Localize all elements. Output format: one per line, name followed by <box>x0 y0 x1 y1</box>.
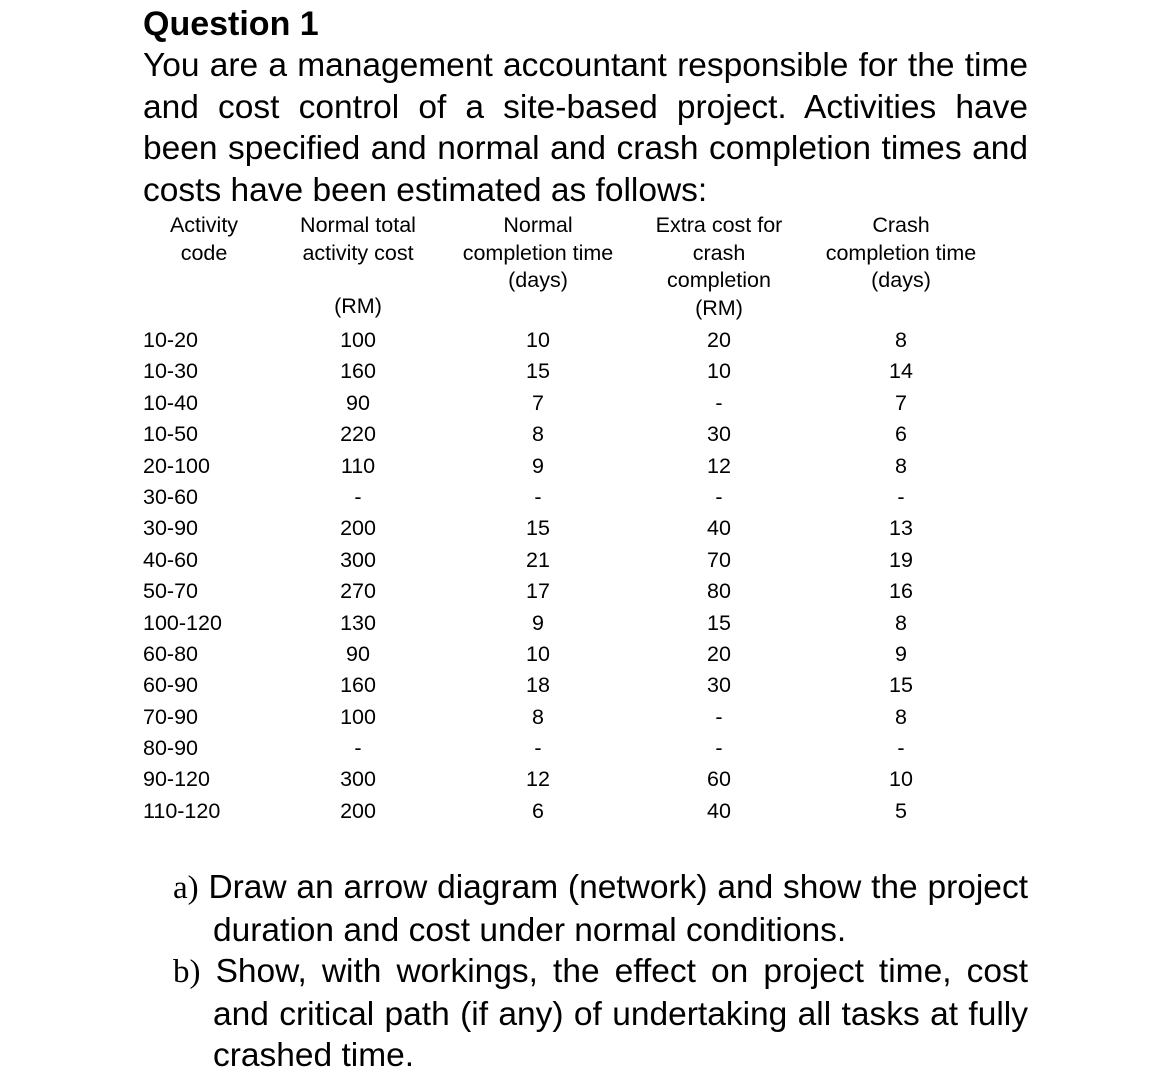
normal-time-cell: 18 <box>526 673 550 698</box>
normal-time-cell: - <box>534 736 542 761</box>
extra-cost-cell: - <box>715 390 723 415</box>
activity-code-cell: 30-90 <box>143 516 198 541</box>
activity-code-cell: 10-50 <box>143 422 198 447</box>
extra-cost-cell: 30 <box>707 673 731 698</box>
extra-cost-cell: 80 <box>707 579 731 604</box>
normal-time-cell: 12 <box>526 767 550 792</box>
activity-code-cell: 30-60 <box>143 484 198 509</box>
normal-time-cell: 8 <box>532 422 544 447</box>
activity-code-cell: 90-120 <box>143 767 210 792</box>
activity-code-cell: 10-20 <box>143 328 198 352</box>
normal-time-cell: 7 <box>532 390 544 415</box>
table-row <box>0 796 1170 827</box>
extra-cost-cell: 70 <box>707 547 731 572</box>
extra-cost-cell: 12 <box>707 453 731 478</box>
normal-cost-cell: 100 <box>340 704 376 729</box>
crash-time-cell: - <box>897 736 905 761</box>
normal-cost-cell: 160 <box>340 359 376 384</box>
table-row <box>0 482 1170 513</box>
extra-cost-cell: 40 <box>707 516 731 541</box>
extra-cost-cell: 20 <box>707 641 731 666</box>
crash-time-cell: 13 <box>889 516 913 541</box>
question-a <box>173 867 1028 951</box>
header-normal-time: Normal completion time (days) <box>462 213 614 292</box>
normal-time-cell: 10 <box>526 328 550 352</box>
activity-code-cell: 110-120 <box>143 798 221 823</box>
normal-cost-cell: 110 <box>340 453 376 478</box>
normal-cost-cell: - <box>354 484 362 509</box>
question-a-text: Draw an arrow diagram (network) and show the project duration and cost under normal conditions. <box>208 869 1028 949</box>
crash-time-cell: 8 <box>895 610 907 635</box>
table-row <box>0 608 1170 639</box>
table-row <box>0 451 1170 482</box>
normal-time-cell: 15 <box>526 359 550 384</box>
extra-cost-cell: - <box>715 736 723 761</box>
activity-code-cell: 20-100 <box>143 453 210 478</box>
activity-code-cell: 70-90 <box>143 704 198 729</box>
normal-cost-cell: 100 <box>340 328 376 352</box>
normal-cost-cell: - <box>354 736 362 761</box>
header-crash-time: Crash completion time (days) <box>825 213 977 292</box>
normal-cost-cell: 90 <box>346 641 370 666</box>
crash-time-cell: 14 <box>889 359 913 384</box>
activity-code-cell: 80-90 <box>143 736 198 761</box>
extra-cost-cell: - <box>715 704 723 729</box>
crash-time-cell: 10 <box>889 767 913 792</box>
table-row <box>0 356 1170 387</box>
table-row <box>0 639 1170 670</box>
activity-code-cell: 40-60 <box>143 547 198 572</box>
activity-code-cell: 10-30 <box>143 359 198 384</box>
extra-cost-cell: 40 <box>707 798 731 823</box>
cost-unit-label: (RM) <box>334 294 382 318</box>
intro-paragraph: You are a management accountant responsible for the time and cost control of a site-based project. Activities have been specified and normal and crash completion times and costs have been estimated as follows: <box>143 47 1028 209</box>
question-b-text: Show, with workings, the effect on project time, cost and critical path (if any) of undertaking all tasks at fully crashed time. <box>213 953 1029 1074</box>
normal-cost-cell: 220 <box>340 422 376 447</box>
question-b <box>173 951 1028 1077</box>
crash-time-cell: 8 <box>895 453 907 478</box>
question-b-mark: b) <box>173 954 201 990</box>
activity-code-cell: 60-80 <box>143 641 198 666</box>
normal-time-cell: 17 <box>526 579 550 604</box>
question-a-mark: a) <box>173 870 199 906</box>
crash-time-cell: 8 <box>895 704 907 729</box>
header-activity-code: Activity code <box>169 213 239 265</box>
crash-time-cell: 6 <box>895 422 907 447</box>
normal-time-cell: 9 <box>532 453 544 478</box>
normal-cost-cell: 270 <box>340 579 376 604</box>
table-row <box>0 733 1170 764</box>
crash-time-cell: 7 <box>895 390 907 415</box>
question-title: Question 1 <box>143 5 319 43</box>
table-row <box>0 576 1170 607</box>
crash-time-cell: 15 <box>889 673 913 698</box>
normal-cost-cell: 130 <box>340 610 376 635</box>
table-row <box>0 325 1170 356</box>
crash-time-cell: 5 <box>895 798 907 823</box>
normal-time-cell: 9 <box>532 610 544 635</box>
normal-cost-cell: 160 <box>340 673 376 698</box>
normal-cost-cell: 300 <box>340 547 376 572</box>
normal-cost-cell: 200 <box>340 798 376 823</box>
crash-time-cell: 8 <box>895 328 907 352</box>
extra-cost-cell: 15 <box>707 610 731 635</box>
activity-table-body <box>0 325 1170 827</box>
activity-code-cell: 50-70 <box>143 579 198 604</box>
extra-cost-cell: 20 <box>707 328 731 352</box>
normal-time-cell: 10 <box>526 641 550 666</box>
table-row <box>0 764 1170 795</box>
table-row <box>0 419 1170 450</box>
activity-code-cell: 100-120 <box>143 610 222 635</box>
normal-cost-cell: 300 <box>340 767 376 792</box>
normal-cost-cell: 90 <box>346 390 370 415</box>
normal-time-cell: 6 <box>532 798 544 823</box>
extra-cost-cell: - <box>715 484 723 509</box>
table-row <box>0 702 1170 733</box>
table-row <box>0 388 1170 419</box>
table-row <box>0 545 1170 576</box>
crash-time-cell: 9 <box>895 641 907 666</box>
header-extra-cost: Extra cost for crash completion (RM) <box>655 213 783 320</box>
crash-time-cell: 16 <box>889 579 913 604</box>
normal-time-cell: 8 <box>532 704 544 729</box>
table-row <box>0 513 1170 544</box>
extra-cost-cell: 30 <box>707 422 731 447</box>
normal-time-cell: 15 <box>526 516 550 541</box>
crash-time-cell: - <box>897 484 905 509</box>
questions-list <box>173 867 1028 1077</box>
extra-cost-cell: 60 <box>707 767 731 792</box>
header-normal-cost: Normal total activity cost <box>300 213 416 265</box>
activity-code-cell: 10-40 <box>143 390 198 415</box>
normal-time-cell: - <box>534 484 542 509</box>
crash-time-cell: 19 <box>889 547 913 572</box>
extra-cost-cell: 10 <box>707 359 731 384</box>
normal-time-cell: 21 <box>526 547 550 572</box>
normal-cost-cell: 200 <box>340 516 376 541</box>
activity-code-cell: 60-90 <box>143 673 198 698</box>
table-row <box>0 670 1170 701</box>
